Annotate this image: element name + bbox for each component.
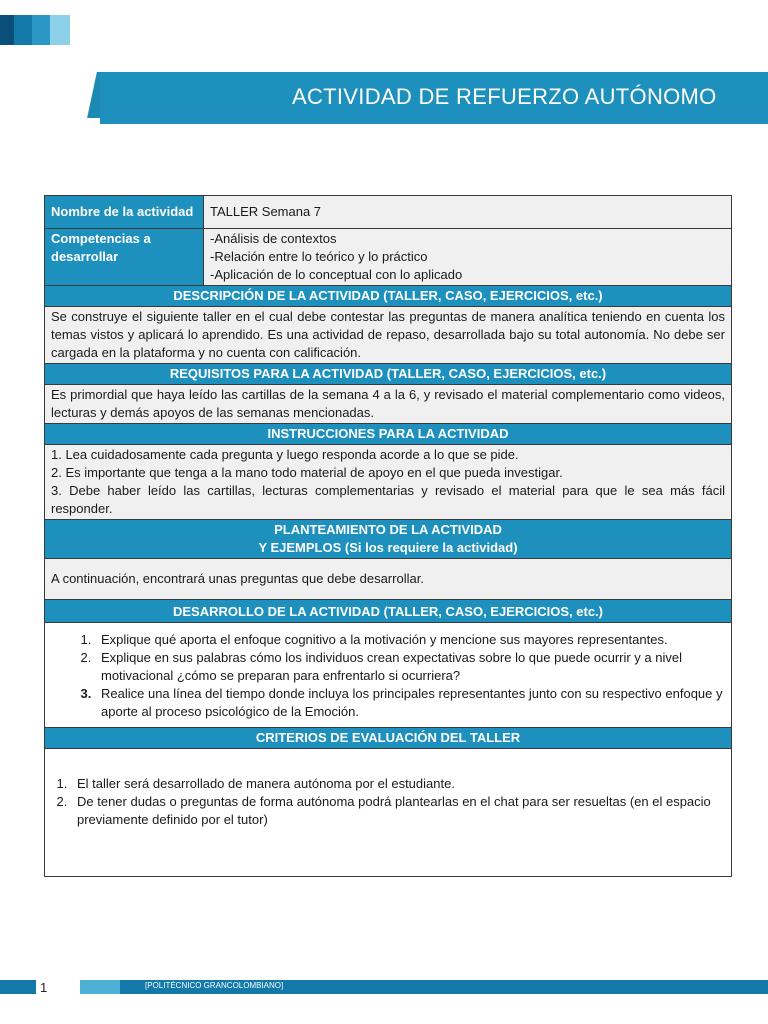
corner-decoration [14, 15, 32, 45]
table-row [45, 749, 732, 877]
description-text: Se construye el siguiente taller en el cual debe contestar las preguntas de manera analítica teniendo en cuenta los temas vistos y aplicará lo aprendido. Es una actividad de repaso, desarrollada bajo su total autonomía. No debe ser cargada en la plataforma y no cuenta con calificación. [45, 307, 732, 364]
criteria-item: 2. De tener dudas o preguntas de forma autónoma podrá plantearlas en el chat para ser resueltas (en el espacio previamente definido por el tutor) [71, 793, 725, 829]
table-row [45, 728, 732, 749]
table-row [45, 229, 732, 286]
table-row [45, 385, 732, 424]
development-header: DESARROLLO DE LA ACTIVIDAD (TALLER, CASO, EJERCICIOS, etc.) [45, 600, 732, 623]
competencies-label: Competencias a desarrollar [45, 229, 204, 286]
table-row [45, 364, 732, 385]
competency-item: -Análisis de contextos [210, 231, 337, 246]
page-number: 1 [40, 980, 48, 995]
criteria-list [47, 775, 725, 829]
competency-item: -Aplicación de lo conceptual con lo aplicado [210, 267, 463, 282]
approach-header [45, 520, 732, 559]
activity-table [44, 195, 732, 877]
criteria-header: CRITERIOS DE EVALUACIÓN DEL TALLER [45, 728, 732, 749]
question-item: 1. Explique qué aporta el enfoque cognitivo a la motivación y mencione sus mayores representantes. [95, 631, 725, 649]
requirements-header: REQUISITOS PARA LA ACTIVIDAD (TALLER, CASO, EJERCICIOS, etc.) [45, 364, 732, 385]
approach-header-line: Y EJEMPLOS (Si los requiere la actividad) [258, 540, 518, 555]
requirements-text: Es primordial que haya leído las cartillas de la semana 4 a la 6, y revisado el material complementario como videos, lecturas y demás apoyos de las semanas mencionadas. [45, 385, 732, 424]
instructions-header: INSTRUCCIONES PARA LA ACTIVIDAD [45, 424, 732, 445]
institution-name: [POLITÉCNICO GRANCOLOMBIANO] [145, 981, 284, 990]
approach-text: A continuación, encontrará unas preguntas que debe desarrollar. [45, 559, 732, 600]
table-row [45, 600, 732, 623]
question-item: 3. Realice una línea del tiempo donde incluya los principales representantes junto con su respectivo enfoque y aporte al proceso psicológico de la Emoción. [95, 685, 725, 721]
question-item: 2. Explique en sus palabras cómo los individuos crean expectativas sobre lo que puede ocurrir y a nivel motivacional ¿cómo se preparan para enfrentarlo si ocurriera? [95, 649, 725, 685]
activity-name-value: TALLER Semana 7 [204, 196, 732, 229]
table-row [45, 520, 732, 559]
footer-accent [0, 980, 36, 994]
instruction-item: 2. Es importante que tenga a la mano todo material de apoyo en el que pueda investigar. [51, 465, 563, 480]
table-row [45, 623, 732, 728]
corner-decoration [50, 15, 70, 45]
questions-list [51, 631, 725, 721]
approach-header-line: PLANTEAMIENTO DE LA ACTIVIDAD [274, 522, 502, 537]
criteria-item: 1. El taller será desarrollado de manera autónoma por el estudiante. [71, 775, 725, 793]
competencies-list [204, 229, 732, 286]
table-row [45, 196, 732, 229]
page-title: ACTIVIDAD DE REFUERZO AUTÓNOMO [292, 84, 717, 109]
corner-decoration [0, 15, 14, 45]
description-header: DESCRIPCIÓN DE LA ACTIVIDAD (TALLER, CASO, EJERCICIOS, etc.) [45, 286, 732, 307]
activity-name-label: Nombre de la actividad [45, 196, 204, 229]
criteria-cell [45, 749, 732, 877]
questions-cell [45, 623, 732, 728]
corner-decoration [32, 15, 50, 45]
table-row [45, 559, 732, 600]
table-row [45, 424, 732, 445]
table-row [45, 286, 732, 307]
instructions-list [45, 445, 732, 520]
instruction-item: 3. Debe haber leído las cartillas, lecturas complementarias y revisado el material para que le sea más fácil responder. [51, 483, 725, 516]
table-row [45, 445, 732, 520]
instruction-item: 1. Lea cuidadosamente cada pregunta y luego responda acorde a lo que se pide. [51, 447, 519, 462]
table-row [45, 307, 732, 364]
competency-item: -Relación entre lo teórico y lo práctico [210, 249, 428, 264]
